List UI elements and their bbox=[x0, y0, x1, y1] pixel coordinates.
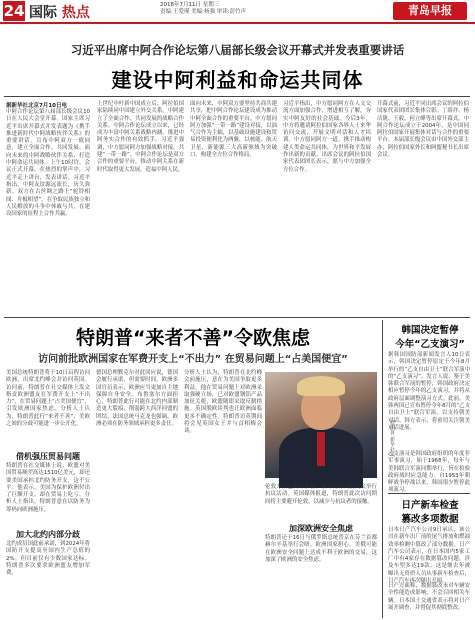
second-subtitle: 访问前批欧洲国家在军费开支上“不出力” 在贸易问题上“占美国便宜” bbox=[38, 354, 348, 365]
second-subhead-3: 加深欧洲安全焦虑 bbox=[289, 524, 353, 533]
photo-tie bbox=[317, 432, 325, 466]
second-col-3: 分析人士认为，特朗普在北约峰会前施压，意在为美国争取更多利益。他在贸易问题上对欧洲采取强硬立场，已对欧盟钢铝产品加征关税，欧盟随即采取反制措施。英国脱欧谈判也让欧洲面临更多不确定性。特朗普访英期间将会见英国女王并与首相梅会谈。 bbox=[184, 370, 262, 435]
right-body-1: 据韩国国防部新闻发言人10日表示，韩国决定暂停原定于今年8月举行的“乙支自由卫士”联合军演中的“乙支演习”。发言人说，鉴于美韩联合军演的暂停，韩国政府决定相应暂停今年的乙支演习，并将从政府层面调整演习方式。此前，美韩两国已宣布暂停今年8月的“乙支自由卫士”联合军演，以支持朝美对话。韩方表示，将密切关注朝美对话进展。 bbox=[388, 352, 470, 431]
second-headline: 特朗普“来者不善”令欧焦虑 bbox=[76, 327, 310, 349]
newspaper-logo: 青岛早报 bbox=[393, 2, 467, 20]
right-col-divider bbox=[382, 320, 383, 618]
lead-headline: 建设中阿利益和命运共同体 bbox=[111, 68, 364, 92]
second-col-1c: 北约成员国此前承诺，到2024年将国防开支提高至国内生产总值的2%。但目前仅有少数国家达标。特朗普多次要求欧洲盟友增加军费。 bbox=[6, 541, 90, 577]
masthead bbox=[0, 0, 475, 24]
second-col-4: 伦敦方面已做好准备，预计将有大批民众举行抗议活动。英国媒体报道，特朗普此次访问期间将主要避开伦敦，以减少与抗议者的接触。 bbox=[265, 484, 377, 505]
issue-meta bbox=[160, 2, 250, 16]
lead-subtitle: 习近平出席中阿合作论坛第八届部长级会议开幕式并发表重要讲话 bbox=[70, 43, 405, 57]
second-subhead-2: 加大北约内部分歧 bbox=[16, 530, 80, 539]
issue-editors: 责编:王爱瑾 美编:杨强 审读:彭竹声 bbox=[160, 9, 247, 15]
second-col-4b: 特朗普还于16日与俄罗斯总统普京在芬兰首都赫尔辛基举行会晤。欧洲国家担心，美俄可能在欧洲安全问题上达成不利于欧洲的交易，这加深了欧洲的安全焦虑。 bbox=[265, 535, 377, 563]
issue-date: 2018年7月11日 星期三 bbox=[160, 2, 220, 8]
section-title bbox=[29, 2, 90, 22]
right-body-2: 乙支演习是韩国政府组织的年度非军事演习，始于1968年，每年与美韩联合军演同期举行，旨在检验政府战时应急能力。自1953年朝鲜战争停战以来，韩国很少暂停此项演习。 bbox=[388, 451, 470, 494]
section-name: 国际 bbox=[29, 5, 57, 21]
lead-col-5: 开幕式前，习近平同出席会议的阿拉伯国家代表团团长集体合影。丁薛祥、杨洁篪、王毅、何立峰等出席开幕式。中阿合作论坛成立于2004年，是中国同阿拉伯国家开展集体对话与合作的重要平台。本届部长级会议由中国外交部主办，阿拉伯国家外长和阿盟秘书长出席会议。 bbox=[377, 101, 469, 159]
section-rule bbox=[4, 317, 470, 318]
photo-hair bbox=[297, 376, 345, 396]
page-number: 24 bbox=[3, 2, 25, 20]
trump-photo bbox=[265, 372, 377, 478]
lead-col-2: 上世纪中叶新中国成立后，阿拉伯国家陆续同中国建立外交关系。中阿建立了全面合作、共同发展的战略合作关系。中阿合作论坛成立以来，已经成为丰富中阿关系战略内涵、推进中阿务实合作的有效抓手。习近平强调，中方愿同阿方加强战略对接，共建“一带一路”。中阿合作论坛是双方合作的重要平台，推动中阿关系在新时代取得更大发展，造福中阿人民。 bbox=[97, 101, 184, 173]
lead-byline: 据新华社北京7月10日电 bbox=[6, 103, 67, 109]
section-hot: 热点 bbox=[61, 5, 90, 21]
second-col-2: 德国总理默克尔对此回应说，德国会履行承诺，但需要时间。欧洲多国官员表示，欧洲应当更加自主地保障自身安全。布鲁塞尔方面担心，特朗普此行可能在北约内部制造更大裂痕，削弱跨大西洋同盟的团结。法国总统马克龙也强调，欧洲必须在防务领域承担更多责任。 bbox=[96, 370, 178, 428]
lead-rule bbox=[4, 96, 470, 97]
right-body-3: 日本日产汽车公司9日承认，该公司在新车出厂前的尾气排放和燃油效率检测中篡改了部分数据。日产汽车公司表示，在日本国内5家工厂中有4家存在数据篡改问题，涉及车型多达19款。这是继去年被曝出无资质人员从事新车检查后，日产汽车再次曝出丑闻。 bbox=[388, 527, 470, 585]
right-headline-3: 日产新车检查 bbox=[401, 500, 459, 511]
second-col-1: 美国总统特朗普将于10日启程访问欧洲，出席北约峰会并访问英国。访问前，特朗普在社交媒体上发文指责欧洲盟友在军费开支上“不出力”，在贸易问题上“占美国便宜”，引发欧洲国家焦虑。分析人士认为，特朗普此行“来者不善”，美欧之间的分歧可能进一步公开化。 bbox=[6, 370, 90, 428]
second-col-1b: 特朗普在社交媒体上说，欧盟对美国贸易顺差高达1510亿美元，却还要美国承担北约防务开支，这不公平。他表示，美国为保护欧洲付出了巨额开支，却在贸易上吃亏。分析人士指出，特朗普意在以防务为筹码向欧洲施压。 bbox=[6, 463, 90, 513]
lead-col-1: 中阿合作论坛第八届部长级会议10日在人民大会堂开幕。国家主席习近平出席开幕式并发表题为《携手推进新时代中阿战略伙伴关系》的重要讲话，宣布中阿双方一致同意，建立全面合作、共同发展、面向未来的中阿战略伙伴关系，打造中阿命运共同体。上午10时许，会议正式开幕。在热烈的掌声中，习近平走上讲台，发表讲话。习近平指出，中阿友谊源远流长，历久弥新。双方在古丝绸之路上“驼铃相闻、舟楫相望”，在争取民族独立和人民解放的斗争中休戚与共，在建设国家的征程上合作共赢。 bbox=[6, 109, 90, 218]
right-headline-1: 韩国决定暂停 bbox=[401, 325, 459, 336]
right-headline-2: 今年“乙支演习” bbox=[395, 339, 465, 350]
lead-col-3: 面向未来，中阿双方要坚持共商共建共享，把中阿合作论坛建设成为推动中阿全面合作的重要平台。中方愿同阿方加强“一带一路”建设对接，以油气合作为主轴，以基础设施建设和贸易投资便利化为两翼，以核能、航天卫星、新能源三大高新领域为突破口，构建全方位合作格局。 bbox=[190, 101, 277, 159]
second-subhead-1: 借机强压贸易问题 bbox=[16, 452, 80, 461]
lead-col-4: 习近平指出，中方愿同阿方在人文交流方面加强合作，增进相互了解，夯实中阿友好的社会基础。今后3年，中方将邀请阿拉伯国家各界人士来华访问交流，开展文明对话和人才培训。中方愿同阿方一道，携手推动构建人类命运共同体，为世界和平发展作出新的贡献。出席会议的阿拉伯国家代表团团长表示，愿与中方加强全方位合作。 bbox=[283, 101, 371, 173]
photo-caption: 特朗普 新华社发 bbox=[389, 420, 395, 457]
right-headline-4: 篡改多项数据 bbox=[401, 514, 459, 525]
right-body-4: 日产方面称，数据篡改未对车辆安全性能造成影响，不会召回相关车辆。日本国土交通省表示将对日产展开调查，并督促其彻底整改。 bbox=[388, 583, 470, 611]
right-rule bbox=[388, 493, 470, 494]
